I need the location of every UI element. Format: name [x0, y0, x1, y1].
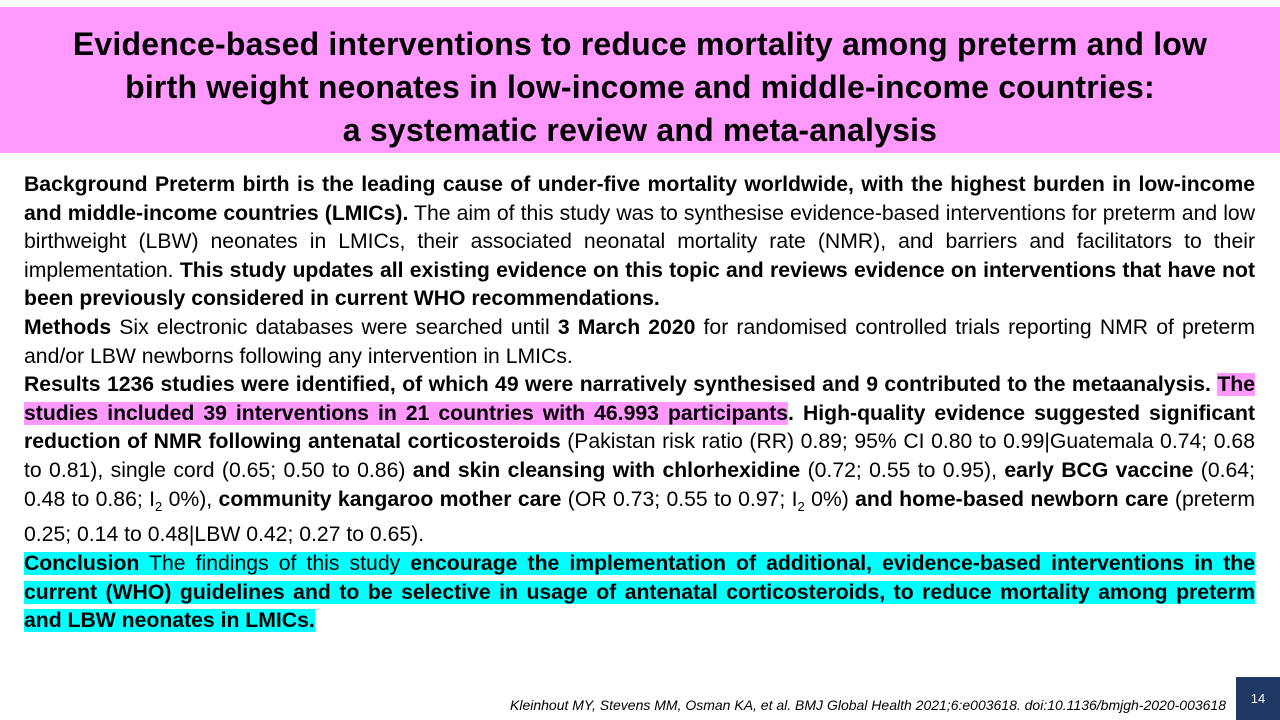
conclusion-bold-1: encourage the implementation of additional, evidence-based interventions in the current (WHO) guidelines and to be selective in usage of antenatal corticosteroids, to reduce mortality among preterm and LBW neonates in LMICs. [24, 551, 1255, 633]
conclusion-highlight [24, 552, 1255, 632]
abstract-body [24, 171, 1255, 636]
slide-title-line-3: a systematic review and meta-analysis [342, 112, 938, 148]
background-bold-1: Background Preterm birth is the leading cause of under-five mortality worldwide, with the highest burden in low-income and middle-income countries (LMICs). [24, 173, 1255, 225]
conclusion-text-1: The findings of this study [139, 551, 411, 575]
citation: Kleinhout MY, Stevens MM, Osman KA, et al. BMJ Global Health 2021;6:e003618. doi:10.1136/bmjgh-2020-003618 [510, 697, 1226, 713]
results-text-1: (Pakistan risk ratio (RR) 0.89; 95% CI 0.80 to 0.99|Guatemala 0.74; 0.68 to 0.81), single cord (0.65; 0.50 to 0.86) [24, 430, 1255, 482]
methods-text-2: for randomised controlled trials reporting NMR of preterm and/or LBW newborns following any intervention in LMICs. [24, 315, 1255, 368]
results-text-6: 0%) [804, 487, 856, 511]
methods-text-1: Six electronic databases were searched until [111, 315, 558, 339]
results-paragraph [24, 371, 1255, 550]
conclusion-paragraph [24, 550, 1255, 636]
results-text-5: (OR 0.73; 0.55 to 0.97; I [561, 487, 798, 511]
background-paragraph [24, 171, 1255, 314]
slide-number [1236, 677, 1280, 720]
conclusion-label: Conclusion [24, 551, 140, 575]
results-highlight: The studies included 39 interventions in 21 countries with 46.993 participants [24, 373, 1255, 425]
results-text-2: (0.72; 0.55 to 0.95), [800, 458, 1005, 482]
results-bold-1: Results 1236 studies were identified, of which 49 were narratively synthesised and 9 contributed to the metaanalysis. [24, 373, 1211, 397]
background-bold-2: This study updates all existing evidence on this topic and reviews evidence on interventions that have not been previously considered in current WHO recommendations. [24, 258, 1255, 311]
methods-date: 3 March 2020 [557, 315, 696, 339]
slide-title-line-1: Evidence-based interventions to reduce mortality among preterm and low [72, 26, 1208, 62]
results-bold-3: and skin cleansing with chlorhexidine [412, 458, 801, 482]
results-bold-6: and home-based newborn care [855, 487, 1169, 511]
results-bold-4: early BCG vaccine [1004, 458, 1194, 482]
methods-paragraph [24, 314, 1255, 371]
results-subscript-2: 2 [797, 498, 805, 514]
title-band [0, 7, 1280, 153]
slide-number-label: 14 [1250, 691, 1266, 706]
results-text-4: 0%), [162, 487, 219, 511]
results-bold-2: . High-quality evidence suggested significant reduction of NMR following antenatal corticosteroids [24, 401, 1255, 454]
results-subscript-1: 2 [155, 498, 163, 514]
slide-title-line-2: birth weight neonates in low-income and middle-income countries: [125, 69, 1155, 105]
results-text-7: (preterm 0.25; 0.14 to 0.48|LBW 0.42; 0.27 to 0.65). [24, 487, 1255, 547]
methods-label: Methods [24, 315, 112, 339]
results-bold-5: community kangaroo mother care [218, 487, 562, 511]
results-text-3: (0.64; 0.48 to 0.86; I [24, 458, 1255, 511]
background-text-1: The aim of this study was to synthesise evidence-based interventions for preterm and low birthweight (LBW) neonates in LMICs, their associated neonatal mortality rate (NMR), and barriers and facilitators to their implementation. [24, 201, 1255, 282]
